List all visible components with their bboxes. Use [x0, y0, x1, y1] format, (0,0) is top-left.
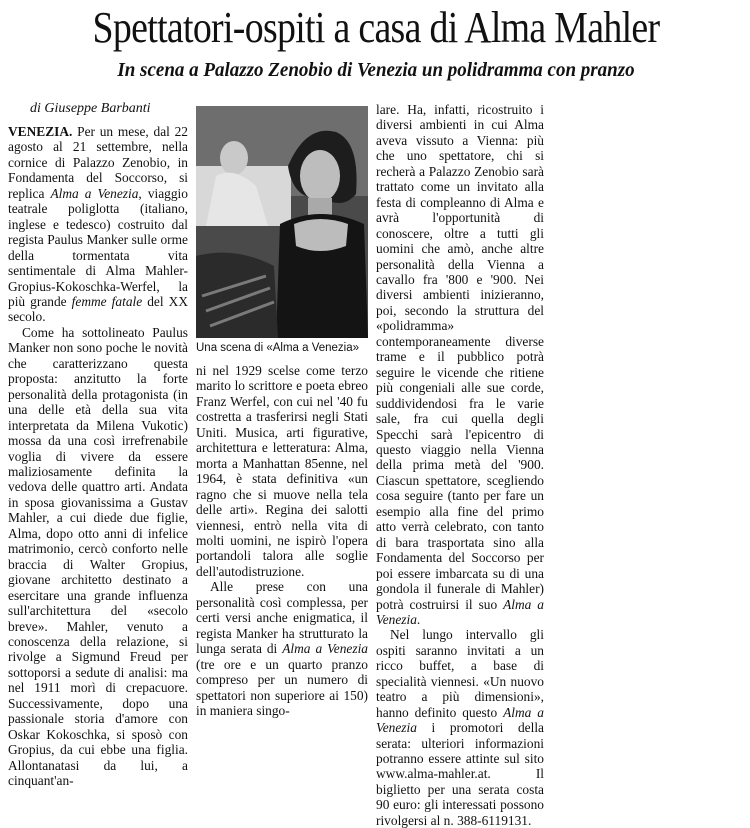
- work-title: Alma a Venezia: [50, 185, 139, 201]
- dateline: VENEZIA.: [8, 124, 73, 139]
- scene-photo-image: [196, 106, 368, 338]
- work-title: Alma a Venezia: [376, 704, 544, 736]
- subheadline: In scena a Palazzo Zenobio di Venezia un polidramma con pranzo: [117, 59, 635, 81]
- work-title: Alma a Venezia: [282, 641, 368, 657]
- paragraph: [376, 627, 544, 828]
- work-title: Alma a Venezia: [376, 596, 544, 627]
- paragraph: ni nel 1929 scelse come terzo marito lo scrittore e poeta ebreo Franz Werfel, con cui nel '40 fu costretta a trasferirsi negli Stati Uniti. Musica, arti figurative, architettura e letteratura: Alma, morta a Manhattan 85enne, nel 1964, è stata definitiva «un ragno che si muove nella tela delle arti». Regina dei salotti viennesi, entrò nella vita di molti uomini, ne ispirò l'opera portandoli talora alle soglie dell'autodistruzione.: [196, 363, 368, 579]
- paragraph: [196, 579, 368, 718]
- article-column-2: [196, 363, 368, 718]
- paragraph: Come ha sottolineato Paulus Manker non sono poche le novità che caratterizzano questa proposta: anzitutto la forte personalità della protagonista (in una delle età della sua vita interpretata da Milena Vukotic) mossa da una così irrefrenabile voglia di vivere da essere maliziosamente definita la vedova delle quattro arti. Andata in sposa giovanissima a Gustav Mahler, a cui diede due figlie, Alma, dopo otto anni di infelice matrimonio, cercò conforto nelle braccia di Walter Gropius, giovane architetto destinato a esercitare una grande influenza sull'architettura del «secolo breve». Mahler, venuto a conoscenza della relazione, si rivolge a Sigmund Freud per sottoporsi a sedute di analisi: ma nel 1911 morì di crepacuore. Successivamente, dopo una passionale storia d'amore con Oskar Kokoschka, si sposò con Gropius, da cui ebbe una figlia. Allontanatasi da lui, a cinquant'an-: [8, 324, 188, 789]
- paragraph: [376, 102, 544, 627]
- text: Nel lungo intervallo gli ospiti saranno invitati a un ricco buffet, a base di specialità viennesi. «Un nuovo teatro a più dimensioni», hanno definito questo: [376, 627, 544, 720]
- text: .: [416, 611, 421, 627]
- photo-caption: Una scena di «Alma a Venezia»: [196, 342, 360, 354]
- paragraph: [8, 124, 188, 325]
- scene-photo: [196, 106, 368, 338]
- text: Alle prese con una personalità così complessa, per certi versi anche enigmatica, il regista Manker ha strutturato la lunga serata di: [196, 579, 368, 657]
- byline: di Giuseppe Barbanti: [30, 101, 151, 116]
- text: del XX secolo.: [8, 293, 188, 325]
- article-column-3: [376, 102, 544, 828]
- text: lare. Ha, infatti, ricostruito i diversi ambienti in cui Alma aveva vissuto a Vienna: più che uno spettatore, chi si recherà a Palazzo Zenobio sarà trattato come un invitato alla festa di compleanno di Alma e avrà l'opportunità di conoscere, oltre a tutti gli uomini che amò, anche altre personalità della Vienna a cavallo fra '800 e '900. Nei diversi ambienti inizieranno, poi, secondo la struttura del «polidramma» contemporaneamente diverse trame e il pubblico potrà seguire le vicende che ritiene più congeniali alle sue corde, suddividendosi fra le varie sale, fra cui quella degli Specchi sarà l'epicentro di questo viaggio nella Vienna della prima metà del '900. Ciascun spettatore, scegliendo cosa seguire (tanto per fare un esempio alla fine del primo atto verrà celebrato, con tanto di bara trasportata sino alla Fondamenta del Soccorso per poi essere imbarcata su di una gondola il funerale di Mahler) potrà costruirsi il suo: [376, 102, 544, 612]
- text: (tre ore e un quarto pranzo compreso per un numero di spettatori non superiore ai 150) in maniera singo-: [196, 656, 368, 718]
- term: femme fatale: [71, 293, 143, 309]
- article-column-1: [8, 124, 188, 788]
- text: i promotori della serata: ulteriori informazioni potranno essere attinte sul sito www.alma-mahler.at. Il biglietto per una serata costa 90 euro: gli interessati possono rivolgersi al n. 388-6119131.: [376, 720, 544, 828]
- text: Per un mese, dal 22 agosto al 21 settembre, nella cornice di Palazzo Zenobio, in Fondamenta del Soccorso, si replica: [8, 124, 188, 201]
- text: , viaggio teatrale poliglotta (italiano, inglese e tedesco) costruito dal regista Paulus Manker sulle orme della tormentata vita sentimentale di Alma Mahler-Gropius-Kokoschka-Werfel, la più grande: [8, 185, 188, 309]
- headline: Spettatori-ospiti a casa di Alma Mahler: [92, 3, 660, 52]
